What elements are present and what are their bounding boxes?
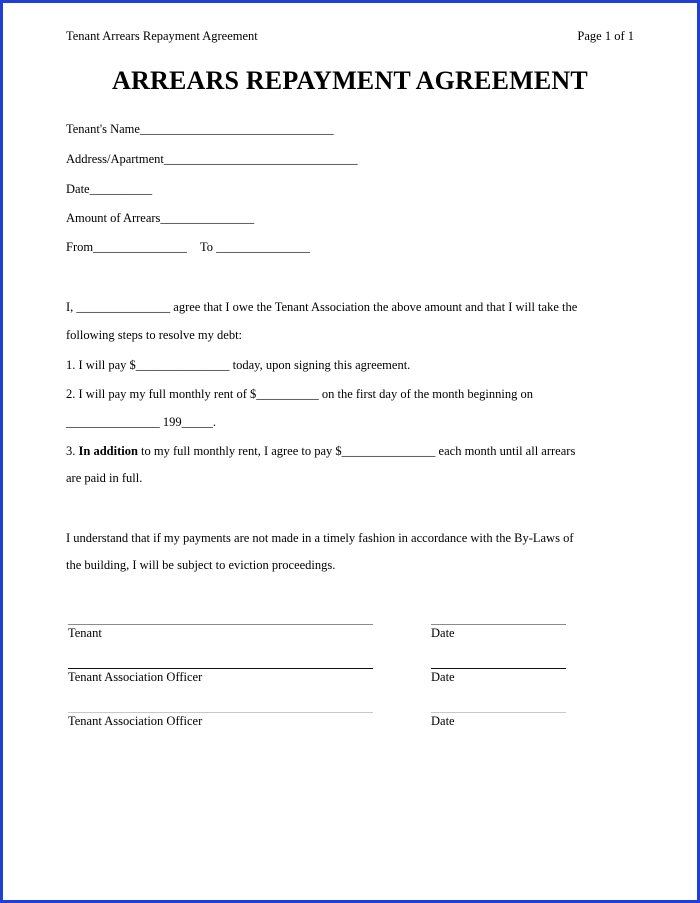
from-field: From_______________ [66,240,187,254]
signature-date-label: Date [431,714,455,728]
step-3-continued: are paid in full. [66,471,143,485]
signature-role-officer-2: Tenant Association Officer [68,714,203,728]
document-title: ARREARS REPAYMENT AGREEMENT [112,66,588,95]
step-3-prefix: 3. [66,444,79,458]
tenant-name-field: Tenant's Name_______________________________ [66,122,334,136]
signature-date-label: Date [431,670,455,684]
statement-line-2: the building, I will be subject to eviction proceedings. [66,558,336,572]
header-doc-name: Tenant Arrears Repayment Agreement [66,29,258,43]
signature-role-officer: Tenant Association Officer [68,670,203,684]
tenant-signature-line [68,624,373,625]
step-3-emphasis: In addition [78,444,138,458]
address-field: Address/Apartment_______________________________ [66,152,358,166]
signature-date-label: Date [431,626,455,640]
step-3-rest: to my full monthly rent, I agree to pay $_______________ each month until all arrears [137,444,576,458]
step-2-continued: _______________ 199_____. [66,415,216,429]
signature-role-tenant: Tenant [68,626,102,640]
agreement-line-2: following steps to resolve my debt: [66,328,243,342]
amount-of-arrears-field: Amount of Arrears_______________ [66,211,255,225]
step-3 [66,443,575,459]
step-2: 2. I will pay my full monthly rent of $__________ on the first day of the month beginning on [66,387,533,401]
step-1: 1. I will pay $_______________ today, upon signing this agreement. [66,358,411,372]
statement-line-1: I understand that if my payments are not made in a timely fashion in accordance with the By-Laws of [66,531,574,545]
agreement-line-1: I, _______________ agree that I owe the Tenant Association the above amount and that I will take the [66,300,578,314]
date-field: Date__________ [66,182,153,196]
header-page-label: Page 1 of 1 [577,29,634,43]
to-field: To _______________ [200,240,310,254]
